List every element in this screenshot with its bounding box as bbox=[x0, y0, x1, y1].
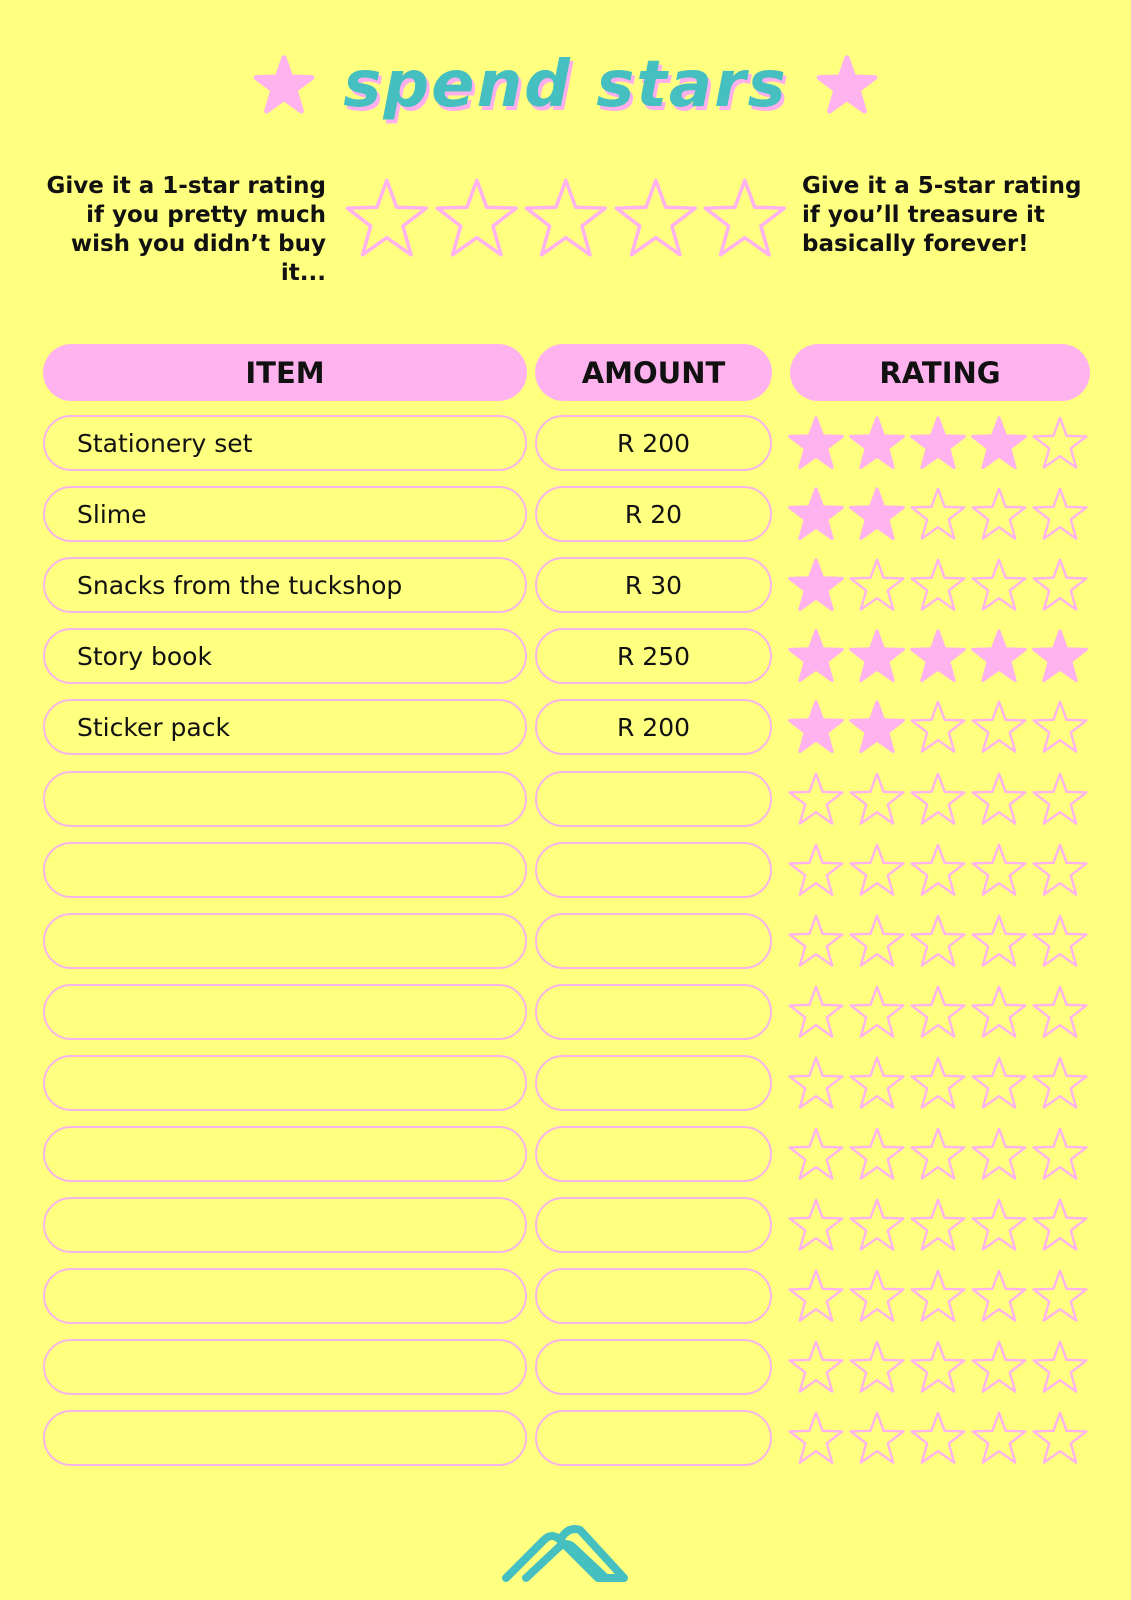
amount-field[interactable]: R 200 bbox=[535, 699, 772, 755]
star-outline-icon[interactable] bbox=[847, 982, 907, 1042]
star-filled-icon[interactable] bbox=[786, 555, 846, 615]
star-outline-icon[interactable] bbox=[847, 1195, 907, 1255]
star-outline-icon[interactable] bbox=[969, 1337, 1029, 1397]
table-row bbox=[0, 557, 1131, 613]
amount-field[interactable] bbox=[535, 984, 772, 1040]
star-outline-icon[interactable] bbox=[847, 911, 907, 971]
star-outline-icon[interactable] bbox=[786, 769, 846, 829]
star-filled-icon[interactable] bbox=[786, 626, 846, 686]
star-outline-icon[interactable] bbox=[969, 769, 1029, 829]
table-row bbox=[0, 486, 1131, 542]
star-rating bbox=[786, 626, 1090, 686]
star-rating bbox=[786, 697, 1090, 757]
star-rating bbox=[786, 1195, 1090, 1255]
star-rating bbox=[786, 982, 1090, 1042]
star-rating bbox=[786, 911, 1090, 971]
star-rating bbox=[786, 484, 1090, 544]
table-row bbox=[0, 699, 1131, 755]
amount-field[interactable]: R 200 bbox=[535, 415, 772, 471]
item-field[interactable] bbox=[43, 984, 527, 1040]
star-rating bbox=[786, 769, 1090, 829]
star-filled-icon[interactable] bbox=[786, 484, 846, 544]
item-field[interactable]: Stationery set bbox=[43, 415, 527, 471]
star-outline-icon[interactable] bbox=[908, 911, 968, 971]
star-outline-icon[interactable] bbox=[908, 484, 968, 544]
star-outline-icon[interactable] bbox=[1030, 840, 1090, 900]
star-rating bbox=[786, 1053, 1090, 1113]
star-outline-icon[interactable] bbox=[1030, 1266, 1090, 1326]
star-outline-icon[interactable] bbox=[847, 1053, 907, 1113]
amount-field[interactable] bbox=[535, 1197, 772, 1253]
star-outline-icon[interactable] bbox=[847, 1266, 907, 1326]
star-outline-icon[interactable] bbox=[1030, 1195, 1090, 1255]
table-row bbox=[0, 1055, 1131, 1111]
star-filled-icon[interactable] bbox=[908, 413, 968, 473]
star-filled-icon[interactable] bbox=[786, 413, 846, 473]
star-filled-icon[interactable] bbox=[969, 413, 1029, 473]
star-outline-icon[interactable] bbox=[969, 555, 1029, 615]
star-filled-icon[interactable] bbox=[847, 626, 907, 686]
amount-field[interactable] bbox=[535, 1410, 772, 1466]
star-outline-icon[interactable] bbox=[786, 982, 846, 1042]
star-outline-icon[interactable] bbox=[1030, 697, 1090, 757]
star-outline-icon[interactable] bbox=[847, 1408, 907, 1468]
table-row bbox=[0, 415, 1131, 471]
star-outline-icon[interactable] bbox=[786, 1337, 846, 1397]
star-outline-icon[interactable] bbox=[908, 1124, 968, 1184]
star-outline-icon[interactable] bbox=[969, 1195, 1029, 1255]
item-field[interactable] bbox=[43, 913, 527, 969]
star-outline-icon[interactable] bbox=[969, 1053, 1029, 1113]
item-field[interactable]: Sticker pack bbox=[43, 699, 527, 755]
star-rating bbox=[786, 555, 1090, 615]
star-filled-icon[interactable] bbox=[847, 484, 907, 544]
star-outline-icon[interactable] bbox=[908, 769, 968, 829]
star-outline-icon[interactable] bbox=[786, 1053, 846, 1113]
star-outline-icon[interactable] bbox=[1030, 1337, 1090, 1397]
table-row bbox=[0, 913, 1131, 969]
amount-field[interactable] bbox=[535, 1055, 772, 1111]
star-outline-icon[interactable] bbox=[786, 1408, 846, 1468]
star-outline-icon[interactable] bbox=[1030, 1053, 1090, 1113]
star-outline-icon[interactable] bbox=[969, 484, 1029, 544]
table-row bbox=[0, 1410, 1131, 1466]
item-field[interactable] bbox=[43, 842, 527, 898]
star-outline-icon[interactable] bbox=[1030, 1408, 1090, 1468]
star-outline-icon[interactable] bbox=[969, 1266, 1029, 1326]
star-rating bbox=[786, 413, 1090, 473]
table-row bbox=[0, 771, 1131, 827]
amount-field[interactable] bbox=[535, 1268, 772, 1324]
star-rating bbox=[786, 1408, 1090, 1468]
table-row bbox=[0, 628, 1131, 684]
column-header-amount: AMOUNT bbox=[535, 344, 772, 401]
star-filled-icon[interactable] bbox=[969, 626, 1029, 686]
item-field[interactable] bbox=[43, 1055, 527, 1111]
column-header-rating: RATING bbox=[790, 344, 1090, 401]
rating-guide-high: Give it a 5-star rating if you’ll treasure it basically forever! bbox=[802, 173, 1082, 257]
star-outline-icon[interactable] bbox=[908, 1266, 968, 1326]
rating-guide-low: Give it a 1-star rating if you pretty much wish you didn’t buy it... bbox=[46, 173, 326, 286]
star-outline-icon[interactable] bbox=[969, 840, 1029, 900]
star-outline-icon[interactable] bbox=[847, 1124, 907, 1184]
item-field[interactable] bbox=[43, 1410, 527, 1466]
star-rating bbox=[786, 840, 1090, 900]
amount-field[interactable] bbox=[535, 771, 772, 827]
amount-field[interactable] bbox=[535, 913, 772, 969]
amount-field[interactable]: R 30 bbox=[535, 557, 772, 613]
star-outline-icon[interactable] bbox=[908, 555, 968, 615]
star-outline-icon[interactable] bbox=[1030, 769, 1090, 829]
item-field[interactable] bbox=[43, 1268, 527, 1324]
amount-field[interactable] bbox=[535, 842, 772, 898]
item-field[interactable] bbox=[43, 771, 527, 827]
star-outline-icon[interactable] bbox=[908, 1195, 968, 1255]
table-row bbox=[0, 1197, 1131, 1253]
star-rating bbox=[786, 1124, 1090, 1184]
item-field[interactable]: Snacks from the tuckshop bbox=[43, 557, 527, 613]
star-rating bbox=[786, 1266, 1090, 1326]
amount-field[interactable]: R 20 bbox=[535, 486, 772, 542]
star-outline-icon[interactable] bbox=[908, 982, 968, 1042]
star-filled-icon[interactable] bbox=[786, 697, 846, 757]
table-row bbox=[0, 1126, 1131, 1182]
star-outline-icon[interactable] bbox=[786, 911, 846, 971]
star-outline-icon[interactable] bbox=[847, 555, 907, 615]
item-field[interactable]: Story book bbox=[43, 628, 527, 684]
star-filled-icon[interactable] bbox=[847, 697, 907, 757]
star-outline-icon[interactable] bbox=[969, 1408, 1029, 1468]
star-outline-icon[interactable] bbox=[786, 840, 846, 900]
star-outline-icon[interactable] bbox=[847, 769, 907, 829]
star-outline-icon[interactable] bbox=[969, 911, 1029, 971]
page-title: spend stars bbox=[343, 48, 788, 122]
star-outline-icon[interactable] bbox=[969, 982, 1029, 1042]
amount-field[interactable]: R 250 bbox=[535, 628, 772, 684]
mountain-logo-icon bbox=[500, 1520, 630, 1584]
item-field[interactable]: Slime bbox=[43, 486, 527, 542]
table-row bbox=[0, 1268, 1131, 1324]
star-outline-icon[interactable] bbox=[786, 1124, 846, 1184]
table-row bbox=[0, 842, 1131, 898]
star-filled-icon[interactable] bbox=[1030, 626, 1090, 686]
star-outline-icon[interactable] bbox=[847, 1337, 907, 1397]
star-outline-icon[interactable] bbox=[1030, 484, 1090, 544]
star-filled-icon[interactable] bbox=[908, 626, 968, 686]
star-rating bbox=[786, 1337, 1090, 1397]
amount-field[interactable] bbox=[535, 1126, 772, 1182]
star-outline-icon[interactable] bbox=[908, 1408, 968, 1468]
star-outline-icon[interactable] bbox=[1030, 413, 1090, 473]
table-row bbox=[0, 1339, 1131, 1395]
star-outline-icon[interactable] bbox=[908, 1337, 968, 1397]
item-field[interactable] bbox=[43, 1197, 527, 1253]
star-outline-icon[interactable] bbox=[1030, 555, 1090, 615]
star-outline-icon[interactable] bbox=[1030, 1124, 1090, 1184]
star-outline-icon[interactable] bbox=[847, 840, 907, 900]
star-filled-icon[interactable] bbox=[847, 413, 907, 473]
column-header-item: ITEM bbox=[43, 344, 527, 401]
item-field[interactable] bbox=[43, 1126, 527, 1182]
table-row bbox=[0, 984, 1131, 1040]
star-outline-icon[interactable] bbox=[969, 1124, 1029, 1184]
star-outline-icon[interactable] bbox=[786, 1195, 846, 1255]
star-outline-icon[interactable] bbox=[786, 1266, 846, 1326]
amount-field[interactable] bbox=[535, 1339, 772, 1395]
star-outline-icon[interactable] bbox=[908, 840, 968, 900]
star-outline-icon[interactable] bbox=[969, 697, 1029, 757]
star-outline-icon[interactable] bbox=[908, 1053, 968, 1113]
star-outline-icon[interactable] bbox=[908, 697, 968, 757]
star-outline-icon[interactable] bbox=[1030, 982, 1090, 1042]
star-outline-icon[interactable] bbox=[1030, 911, 1090, 971]
item-field[interactable] bbox=[43, 1339, 527, 1395]
